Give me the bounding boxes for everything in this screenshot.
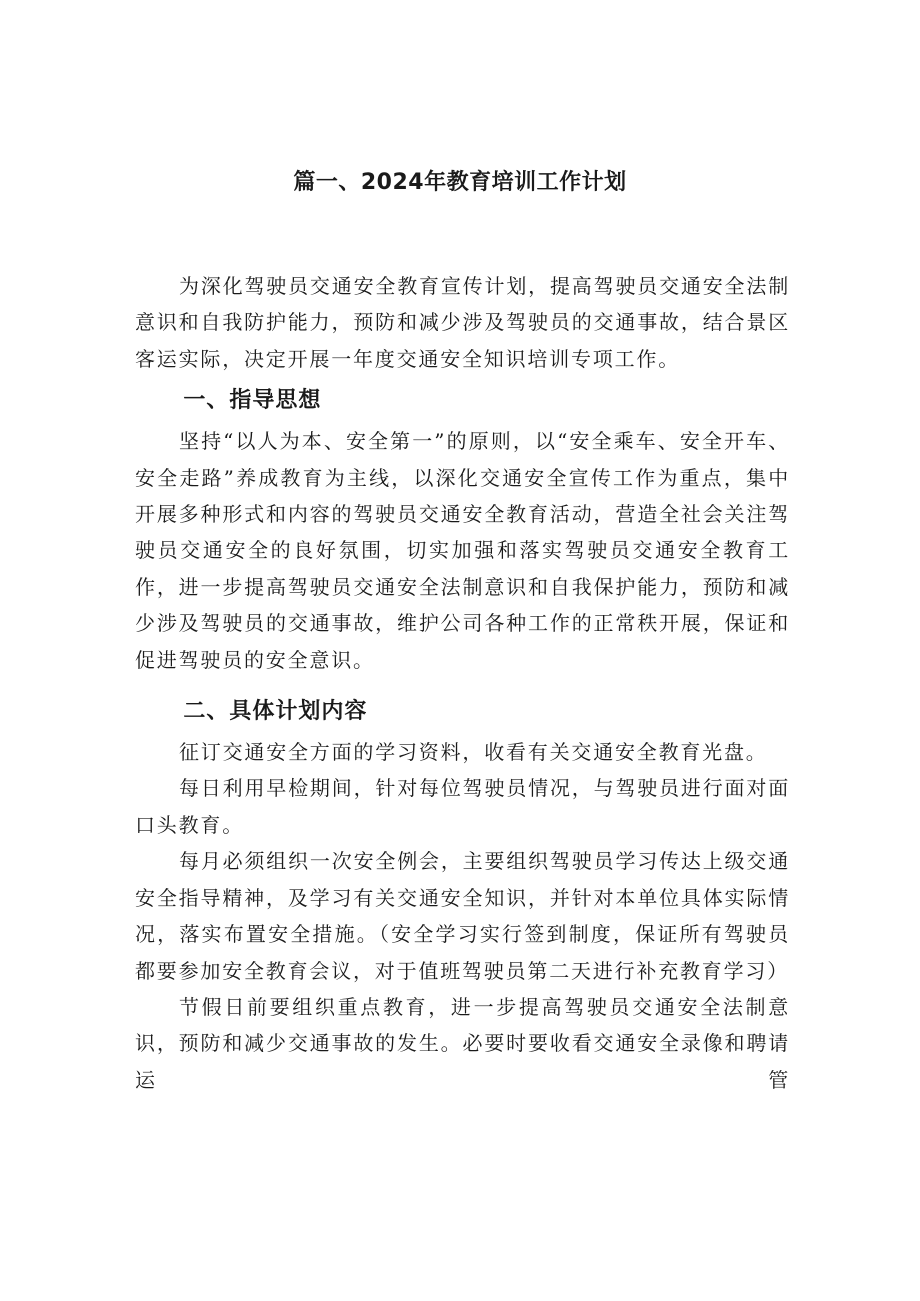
document-title: 篇一、2024年教育培训工作计划 [293,170,627,195]
plan-item-paragraph: 征订交通安全方面的学习资料，收看有关交通安全教育光盘。 [179,740,768,765]
plan-item-paragraph: 节假日前要组织重点教育，进一步提高驾驶员交通安全法制意识，预防和减少交通事故的发生。必要时要收看交通安全录像和聘请运管 [135,994,790,1092]
section-heading-plan-content: 二、具体计划内容 [183,699,368,725]
section-heading-guiding-ideology: 一、指导思想 [183,388,322,414]
plan-item-paragraph: 每月必须组织一次安全例会，主要组织驾驶员学习传达上级交通安全指导精神，及学习有关交通安全知识，并针对本单位具体实际情况，落实布置安全措施。（安全学习实行签到制度，保证所有驾驶员都要参加安全教育会议，对于值班驾驶员第二天进行补充教育学习） [135,849,790,983]
intro-paragraph: 为深化驾驶员交通安全教育宣传计划，提高驾驶员交通安全法制意识和自我防护能力，预防和减少涉及驾驶员的交通事故，结合景区客运实际，决定开展一年度交通安全知识培训专项工作。 [135,274,790,371]
plan-item-paragraph: 每日利用早检期间，针对每位驾驶员情况，与驾驶员进行面对面口头教育。 [135,776,790,837]
document-body [135,268,790,1098]
guiding-ideology-paragraph: 坚持“以人为本、安全第一”的原则，以“安全乘车、安全开车、安全走路”养成教育为主线，以深化交通安全宣传工作为重点，集中开展多种形式和内容的驾驶员交通安全教育活动，营造全社会关注驾驶员交通安全的良好氛围，切实加强和落实驾驶员交通安全教育工作，进一步提高驾驶员交通安全法制意识和自我保护能力，预防和减少涉及驾驶员的交通事故，维护公司各种工作的正常秩开展，保证和促进驾驶员的安全意识。 [135,429,790,672]
